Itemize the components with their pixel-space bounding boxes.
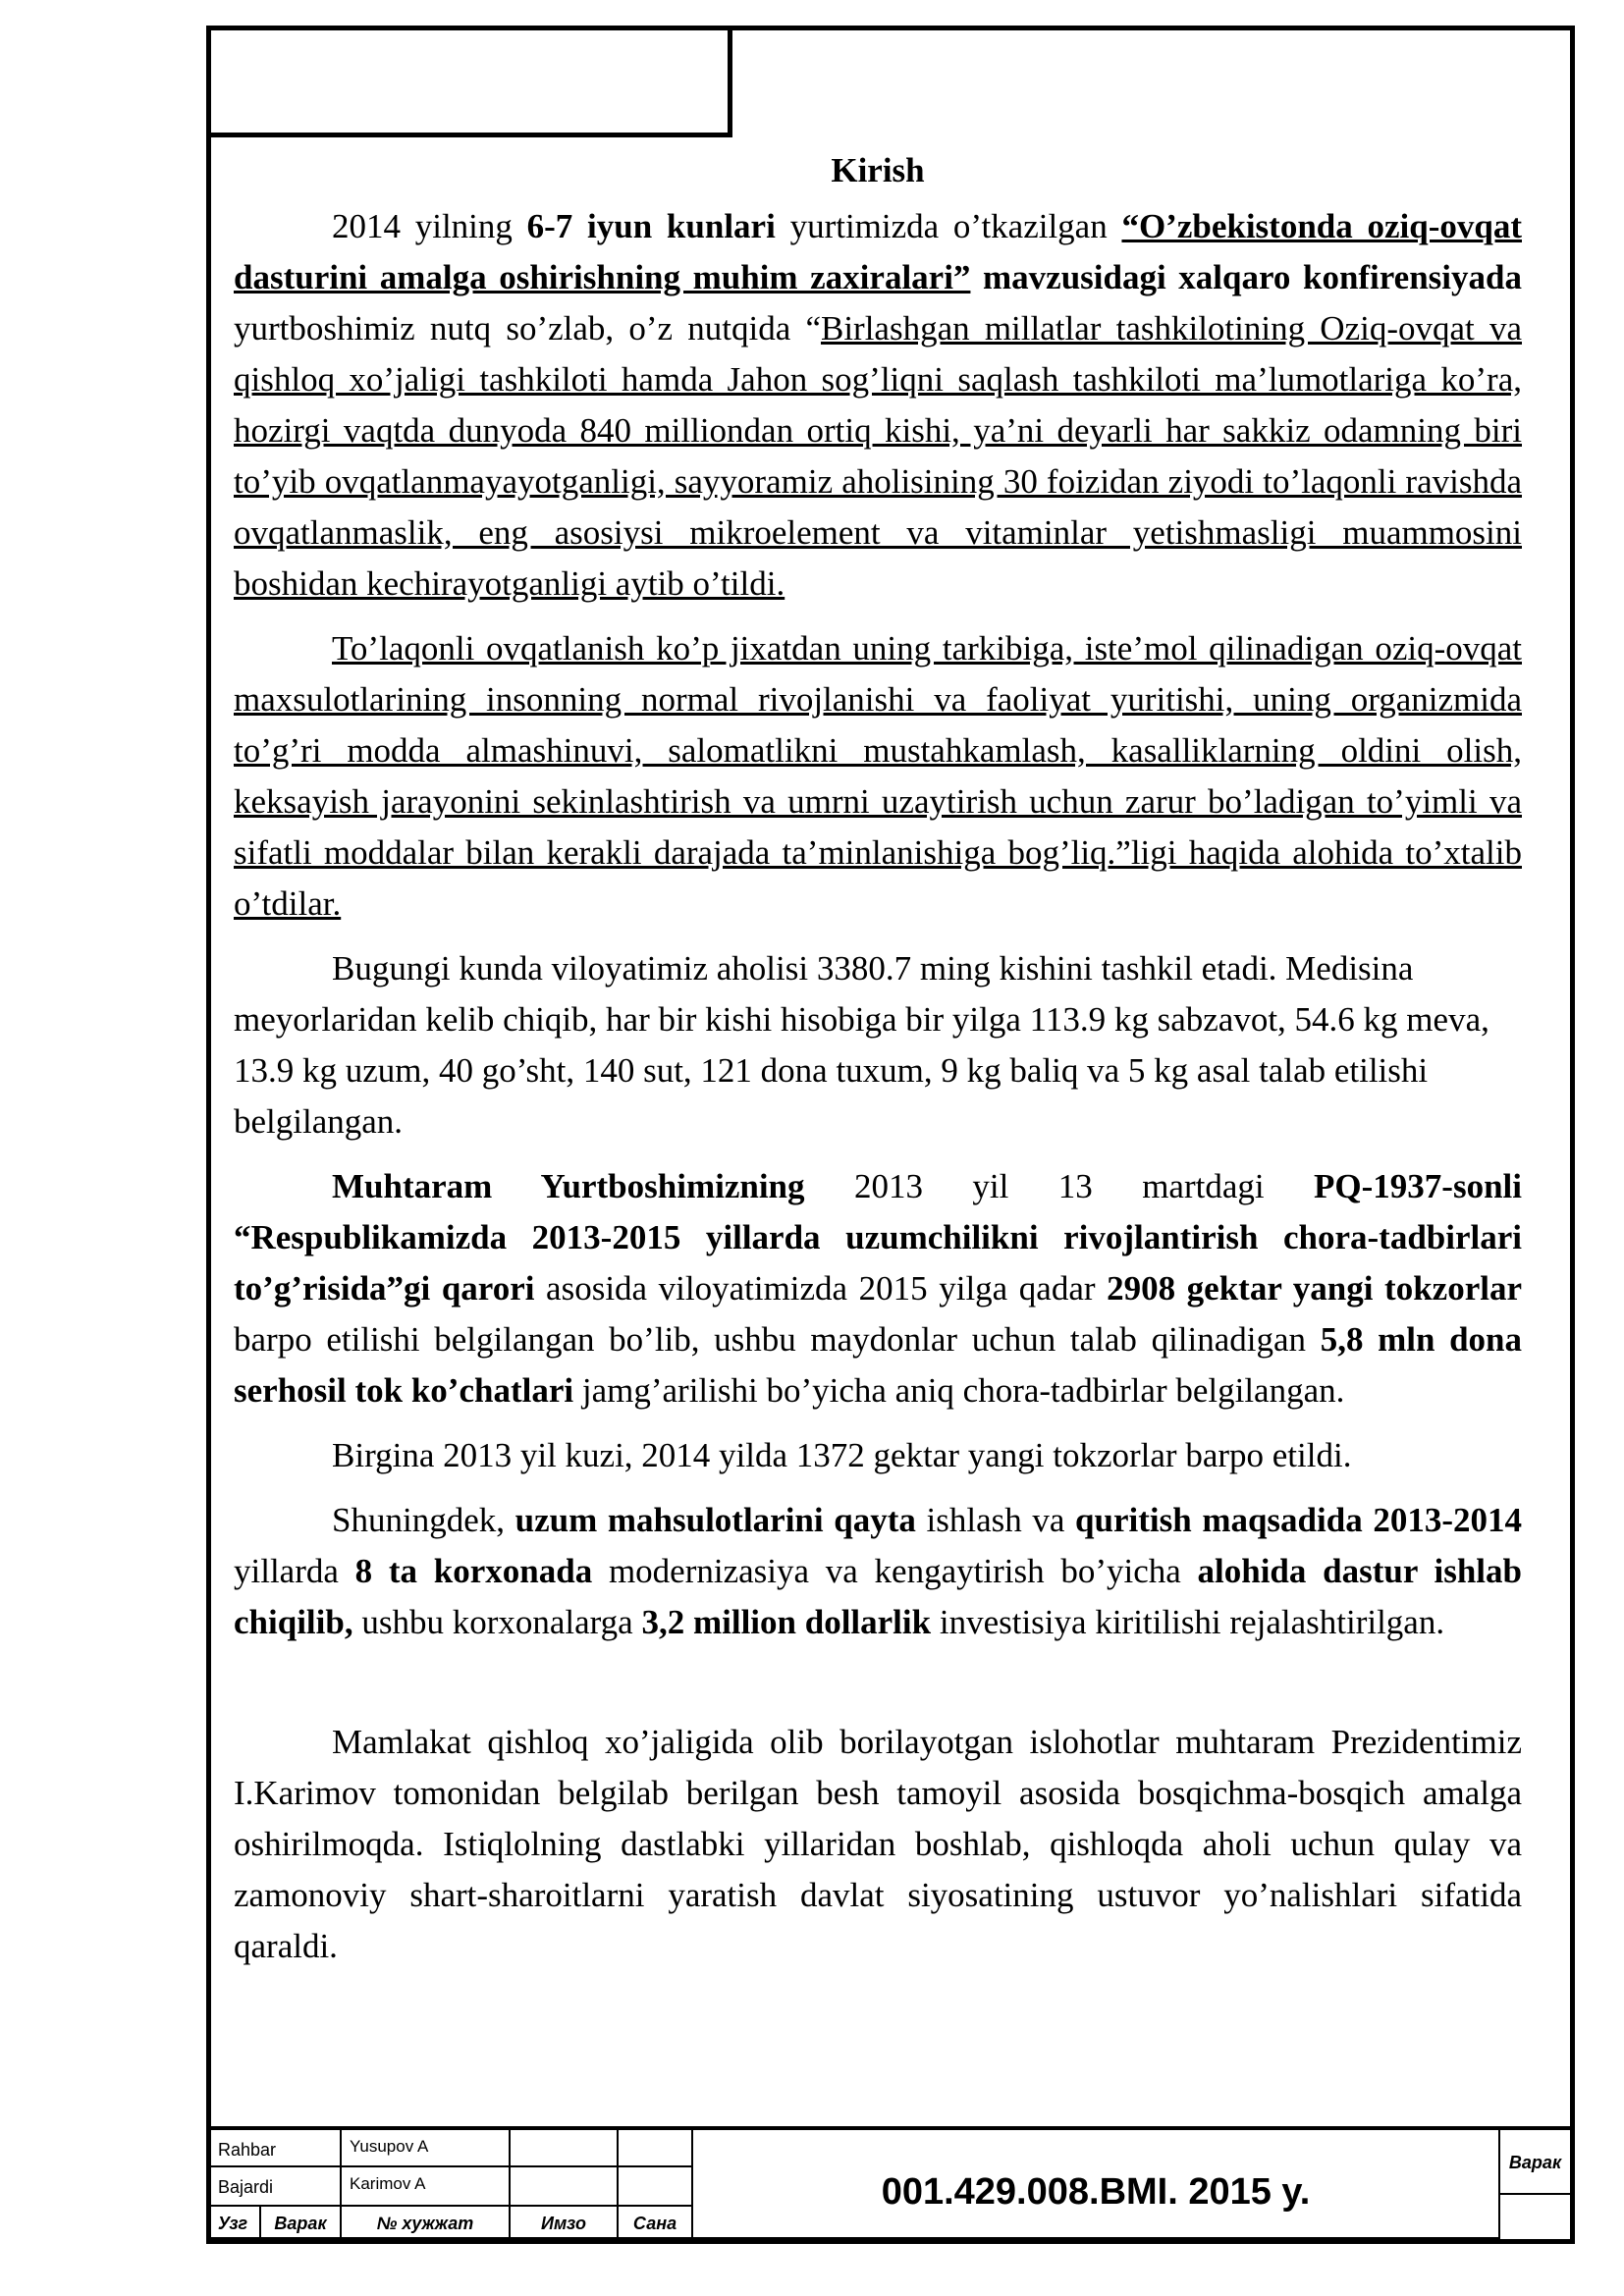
date-cell bbox=[619, 2167, 693, 2207]
signature-cell bbox=[511, 2130, 619, 2167]
p6-bold: alohida dastur ishlab chiqilib, bbox=[234, 1552, 1522, 1641]
p6-bold: quritish maqsadida 2013-2014 bbox=[1075, 1501, 1522, 1539]
p4-text: jamg’arilishi bo’yicha aniq chora-tadbirlar belgilangan. bbox=[573, 1371, 1345, 1410]
p4-text: barpo etilishi belgilangan bo’lib, ushbu maydonlar uchun talab qilinadigan bbox=[234, 1320, 1321, 1359]
p6-text: ushbu korxonalarga bbox=[352, 1603, 642, 1641]
p4-bold: Muhtaram Yurtboshimizning bbox=[332, 1167, 805, 1205]
date-cell bbox=[619, 2130, 693, 2167]
role-bajardi: Bajardi bbox=[206, 2167, 342, 2207]
col-imzo: Имзо bbox=[511, 2207, 619, 2239]
p4-seedlings: 5,8 mln dona serhosil tok ko’chatlari bbox=[234, 1320, 1522, 1410]
p6-text: yillarda bbox=[234, 1552, 355, 1590]
paragraph-1 bbox=[234, 201, 1522, 610]
p6-bold: 3,2 million dollarlik bbox=[641, 1603, 932, 1641]
col-varak: Варак bbox=[261, 2207, 342, 2239]
p1-text: 2014 yilning bbox=[332, 207, 527, 245]
p4-text: asosida viloyatimizda 2015 yilga qadar bbox=[534, 1269, 1108, 1308]
paragraph-4 bbox=[234, 1161, 1522, 1416]
col-hujjat: № хужжат bbox=[342, 2207, 511, 2239]
name-bajardi: Karimov A bbox=[342, 2167, 511, 2207]
document-code: 001.429.008.BMI. 2015 y. bbox=[881, 2171, 1311, 2213]
paragraph-2: To’laqonli ovqatlanish ko’p jixatdan uning tarkibiga, iste’mol qilinadigan oziq-ovqat maxsulotlarining insonning normal rivojlanishi va faoliyat yuritishi, uning organizmida to’g’ri modda almashinuvi, salomatlikni mustahkamlash, kasalliklarning oldini olish, keksayish jarayonini sekinlashtirish va umrni uzaytirish uchun zarur bo’ladigan to’yimli va sifatli moddalar bilan kerakli darajada ta’minlanishiga bog’liq.”ligi haqida alohida to’xtalib o’tdilar. bbox=[234, 629, 1522, 923]
section-title: Kirish bbox=[831, 151, 925, 189]
signature-cell bbox=[511, 2167, 619, 2207]
title-block bbox=[206, 2126, 1575, 2244]
corner-stamp-box bbox=[206, 26, 732, 137]
sheet-label: Варак bbox=[1500, 2130, 1570, 2195]
col-sana: Сана bbox=[619, 2207, 693, 2239]
p4-decree: PQ-1937-sonli “Respublikamizda 2013-2015 yillarda uzumchilikni rivojlantirish chora-tadbirlari to’g’risida”gi qarori bbox=[234, 1167, 1522, 1308]
name-rahbar: Yusupov A bbox=[342, 2130, 511, 2167]
role-rahbar: Rahbar bbox=[206, 2130, 342, 2167]
p1-quote: Birlashgan millatlar tashkilotining Oziq-ovqat va qishloq xo’jaligi tashkiloti hamda Jahon sog’liqni saqlash tashkiloti ma’lumotlariga ko’ra, hozirgi vaqtda dunyoda 840 milliondan ortiq kishi, ya’ni deyarli har sakkiz odamning biri to’yib ovqatlanmayayotganligi, sayyoramiz aholisining 30 foizidan ziyodi to’laqonli ravishda ovqatlanmaslik, eng asosiysi mikroelement va vitaminlar yetishmasligi muammosini boshidan kechirayotganligi aytib o’tildi. bbox=[234, 309, 1522, 603]
document-code-cell bbox=[693, 2130, 1500, 2239]
col-uzg: Узг bbox=[206, 2207, 261, 2239]
p6-text: investisiya kiritilishi rejalashtirilgan. bbox=[931, 1603, 1445, 1641]
p1-conference-title: “O’zbekistonda oziq-ovqat dasturini amalga oshirishning muhim zaxiralari” bbox=[234, 207, 1522, 296]
document-body bbox=[234, 145, 1522, 2126]
sheet-number-cell bbox=[1500, 2195, 1570, 2239]
p4-text: 2013 yil 13 martdagi bbox=[804, 1167, 1315, 1205]
paragraph-7: Mamlakat qishloq xo’jaligida olib borilayotgan islohotlar muhtaram Prezidentimiz I.Karimov tomonidan belgilab berilgan besh tamoyil asosida bosqichma-bosqich amalga oshirilmoqda. Istiqlolning dastlabki yillaridan boshlab, qishloqda aholi uchun qulay va zamonoviy shart-sharoitlarni yaratish davlat siyosatining ustuvor yo’nalishlari sifatida qaraldi. bbox=[234, 1723, 1522, 1965]
p6-text: modernizasiya va kengaytirish bo’yicha bbox=[592, 1552, 1198, 1590]
p6-text: ishlash va bbox=[915, 1501, 1076, 1539]
p1-text: yurtboshimiz nutq so’zlab, o’z nutqida “ bbox=[234, 309, 821, 347]
p6-bold: uzum mahsulotlarini qayta bbox=[514, 1501, 916, 1539]
p6-text: Shuningdek, bbox=[332, 1501, 515, 1539]
p1-text: yurtimizda o’tkazilgan bbox=[775, 207, 1122, 245]
paragraph-5: Birgina 2013 yil kuzi, 2014 yilda 1372 gektar yangi tokzorlar barpo etildi. bbox=[332, 1436, 1352, 1474]
paragraph-3: Bugungi kunda viloyatimiz aholisi 3380.7 ming kishini tashkil etadi. Medisina meyorlaridan kelib chiqib, har bir kishi hisobiga bir yilga 113.9 kg sabzavot, 54.6 kg meva, 13.9 kg uzum, 40 go’sht, 140 sut, 121 dona tuxum, 9 kg baliq va 5 kg asal talab etilishi belgilangan. bbox=[234, 949, 1489, 1141]
paragraph-6 bbox=[234, 1495, 1522, 1648]
p1-date-bold: 6-7 iyun kunlari bbox=[526, 207, 776, 245]
p4-hectares: 2908 gektar yangi tokzorlar bbox=[1107, 1269, 1522, 1308]
p1-conference-bold: mavzusidagi xalqaro konfirensiyada bbox=[970, 258, 1522, 296]
p6-bold: 8 ta korxonada bbox=[354, 1552, 593, 1590]
